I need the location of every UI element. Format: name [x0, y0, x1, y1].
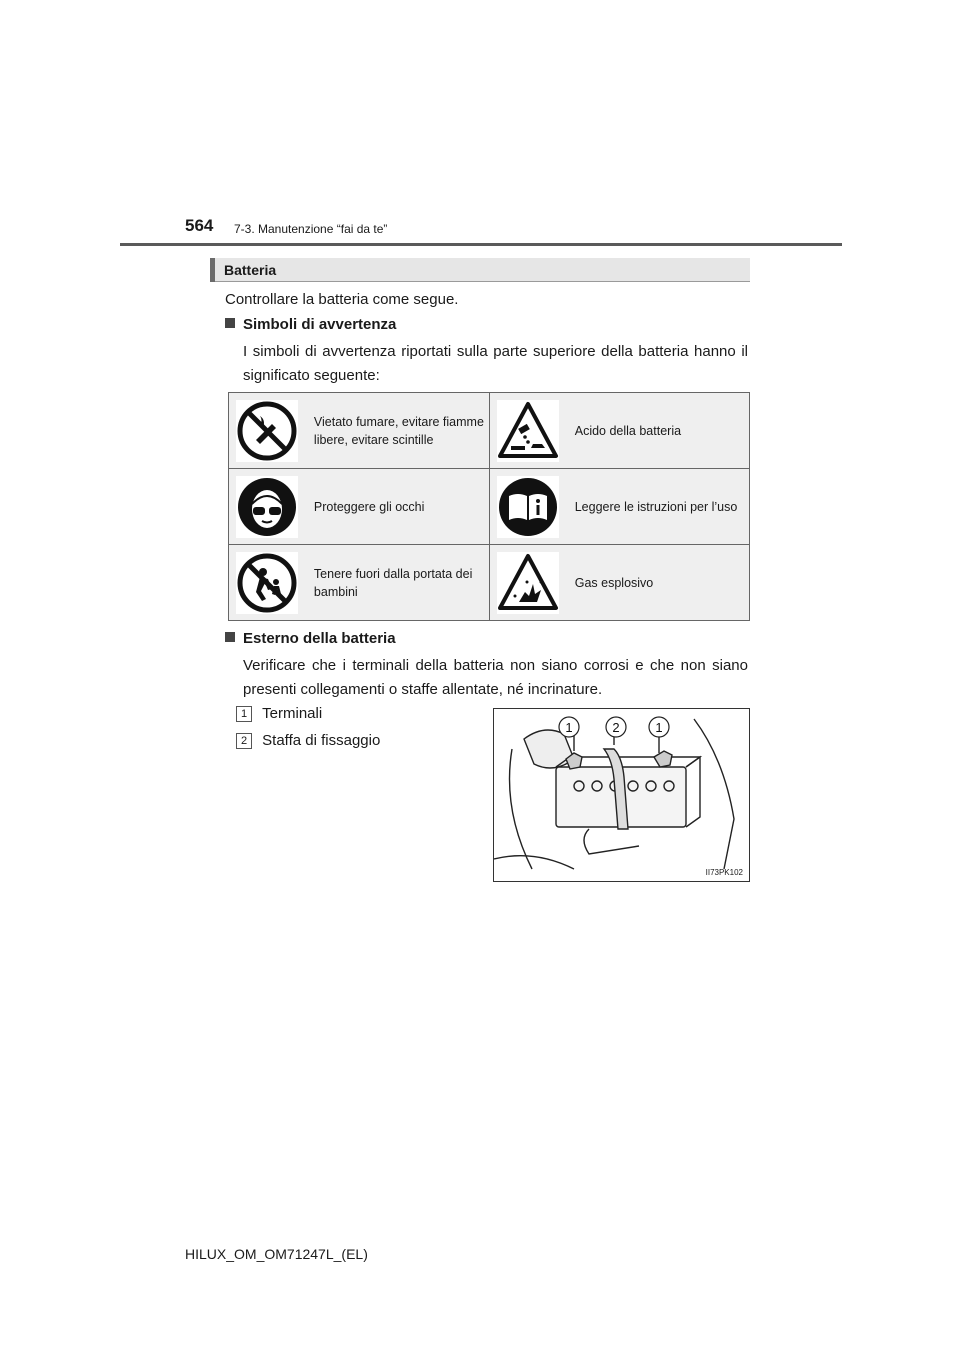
footer-code: HILUX_OM_OM71247L_(EL): [185, 1246, 368, 1262]
callout-label: 1: [565, 720, 573, 735]
bullet-square-icon: [225, 632, 235, 642]
warnings-text-line2: significato seguente:: [243, 367, 380, 384]
section-title-bar: [210, 258, 750, 282]
table-row: [229, 545, 750, 621]
exterior-text-line1: Verificare che i terminali della batteria non siano corrosi e che non siano: [243, 657, 748, 674]
legend-label: Staffa di fissaggio: [262, 732, 381, 749]
symbol-label: Vietato fumare, evitare fiamme libere, evitare scintille: [306, 393, 489, 469]
warnings-text-line1: I simboli di avvertenza riportati sulla parte superiore della batteria hanno il: [243, 343, 748, 360]
read-manual-icon: [497, 476, 559, 538]
symbol-label: Tenere fuori dalla portata dei bambini: [306, 545, 489, 621]
symbol-label: Acido della batteria: [567, 393, 750, 469]
table-row: [229, 393, 750, 469]
header-rule: [120, 243, 842, 246]
callout-label: 2: [612, 720, 620, 735]
symbol-label: Gas esplosivo: [567, 545, 750, 621]
table-row: [229, 469, 750, 545]
legend-item: [236, 729, 380, 753]
page-number: 564: [185, 216, 214, 235]
callout-number: 1: [236, 706, 252, 722]
symbol-label: Proteggere gli occhi: [306, 469, 489, 545]
symbol-label: Leggere le istruzioni per l’uso: [567, 469, 750, 545]
legend-label: Terminali: [262, 705, 323, 722]
keep-children-away-icon: [236, 552, 298, 614]
explosive-gas-icon: [497, 552, 559, 614]
warning-symbols-table: [228, 392, 750, 621]
intro-text: Controllare la batteria come segue.: [225, 291, 459, 308]
warnings-heading: Simboli di avvertenza: [225, 316, 396, 333]
exterior-heading: Esterno della batteria: [225, 630, 396, 647]
exterior-text-line2: presenti collegamenti o staffe allentate, né incrinature.: [243, 681, 603, 698]
battery-illustration: [493, 708, 750, 882]
callout-label: 1: [655, 720, 663, 735]
section-title: Batteria: [224, 262, 277, 278]
legend-item: [236, 702, 322, 726]
eye-protection-icon: [236, 476, 298, 538]
section-path: 7-3. Manutenzione “fai da te”: [234, 222, 388, 236]
title-accent: [210, 258, 215, 282]
bullet-square-icon: [225, 318, 235, 328]
no-smoking-flame-icon: [236, 400, 298, 462]
callout-number: 2: [236, 733, 252, 749]
figure-code: II73PK102: [705, 868, 743, 877]
battery-acid-icon: [497, 400, 559, 462]
